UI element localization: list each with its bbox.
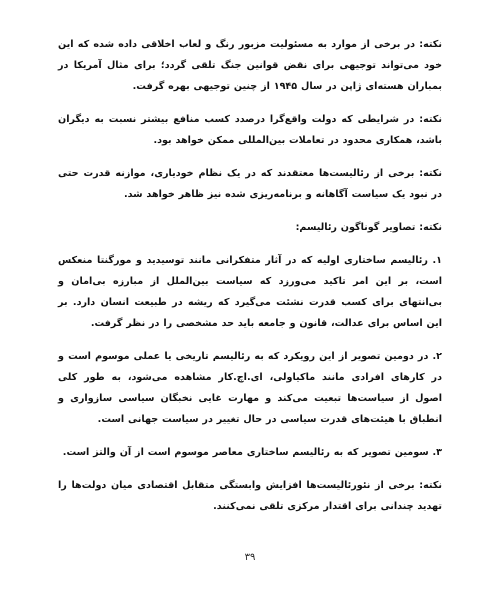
document-body — [58, 34, 442, 529]
note-paragraph-limited-cooperation: نکته: در شرایطی که دولت واقع‌گرا درصدد کسب منافع بیشتر نسبت به دیگران باشد، همکاری محدود در تعاملات بین‌المللی ممکن خواهد بود. — [58, 114, 442, 146]
list-item-contemporary-structural-realism: ۳. سومین تصویر که به رئالیسم ساختاری معاصر موسوم است از آن والتز است. — [62, 447, 442, 458]
note-paragraph-neorealists-interdependence: نکته: برخی از نئورئالیست‌ها افزایش وابستگی متقابل اقتصادی میان دولت‌ها را تهدید چندانی برای اقتدار مرکزی تلقی نمی‌کنند. — [58, 480, 442, 512]
list-item-early-structural-realism: ۱. رئالیسم ساختاری اولیه که در آثار متفکرانی مانند توسیدید و مورگنتا منعکس است، بر این امر تاکید می‌ورزد که سیاست بین‌الملل از مبارزه بی‌امان و بی‌انتهای برای کسب قدرت نشئت می‌گیرد که ریشه در طبیعت انسان دارد. بر این اساس برای عدالت، قانون و جامعه باید حد مشخصی را در نظر گرفت. — [58, 255, 442, 329]
note-heading-images-of-realism: نکته: تصاویر گوناگون رئالیسم: — [295, 222, 442, 233]
note-paragraph-moral-justification: نکته: در برخی از موارد به مسئولیت مزبور رنگ و لعاب اخلاقی داده شده که این خود می‌تواند توجیهی برای نقض قوانین جنگ تلقی گردد؛ برای مثال آمریکا در بمباران هسته‌ای ژاپن در سال ۱۹۴۵ از چنین توجیهی بهره گرفت. — [58, 39, 442, 92]
note-paragraph-balance-of-power: نکته: برخی از رئالیست‌ها معتقدند که در یک نظام خودیاری، موازنه قدرت حتی در نبود یک سیاست آگاهانه و برنامه‌ریزی شده نیز ظاهر خواهد شد. — [58, 168, 442, 200]
page-number: ۳۹ — [244, 552, 256, 563]
list-item-historical-realism: ۲. در دومین تصویر از این رویکرد که به رئالیسم تاریخی یا عملی موسوم است و در کارهای افرادی مانند ماکیاولی، ای.اچ.کار مشاهده می‌شود، به طور کلی اصول از سیاست‌ها تبعیت می‌کند و مهارت غایی نخبگان سیاسی سازواری و انطباق با هیئت‌های قدرت سیاسی در حال تغییر در سیاست جهانی است. — [58, 351, 442, 425]
